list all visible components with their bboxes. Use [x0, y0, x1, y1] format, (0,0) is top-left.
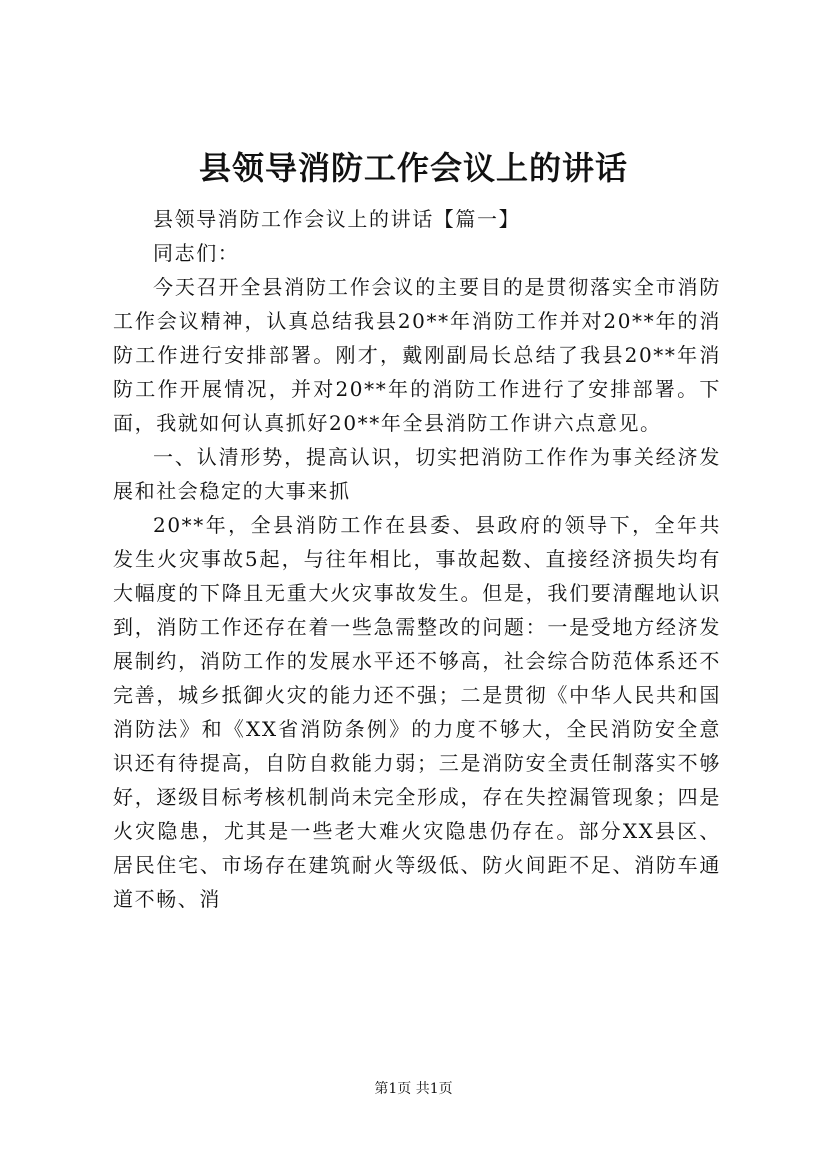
salutation: 同志们：	[153, 241, 240, 265]
point-heading: 一、认清形势，提高认识，切实把消防工作作为事关经济发展和社会稳定的大事来抓	[113, 445, 721, 503]
body-paragraph: 20**年，全县消防工作在县委、县政府的领导下，全年共发生火灾事故5起，与往年相比，事故起数、直接经济损失均有大幅度的下降且无重大火灾事故发生。但是，我们要清醒地认识到，消防工作还存在着一些急需整改的问题：一是受地方经济发展制约，消防工作的发展水平还不够高，社会综合防范体系还不完善，城乡抵御火灾的能力还不强；二是贯彻《中华人民共和国消防法》和《XX省消防条例》的力度不够大，全民消防安全意识还有待提高，自防自救能力弱；三是消防安全责任制落实不够好，逐级目标考核机制尚未完全形成，存在失控漏管现象；四是火灾隐患，尤其是一些老大难火灾隐患仍存在。部分XX县区、居民住宅、市场存在建筑耐火等级低、防火间距不足、消防车通道不畅、消	[113, 513, 721, 911]
document-body	[113, 202, 721, 916]
document-title: 县领导消防工作会议上的讲话	[198, 149, 628, 187]
page-footer: 第1页 共1页	[374, 1081, 453, 1097]
body-paragraph: 今天召开全县消防工作会议的主要目的是贯彻落实全市消防工作会议精神，认真总结我县20**年消防工作并对20**年的消防工作进行安排部署。刚才，戴刚副局长总结了我县20**年消防工作开展情况，并对20**年的消防工作进行了安排部署。下面，我就如何认真抓好20**年全县消防工作讲六点意见。	[113, 275, 721, 435]
section-heading: 县领导消防工作会议上的讲话【篇一】	[153, 207, 521, 231]
